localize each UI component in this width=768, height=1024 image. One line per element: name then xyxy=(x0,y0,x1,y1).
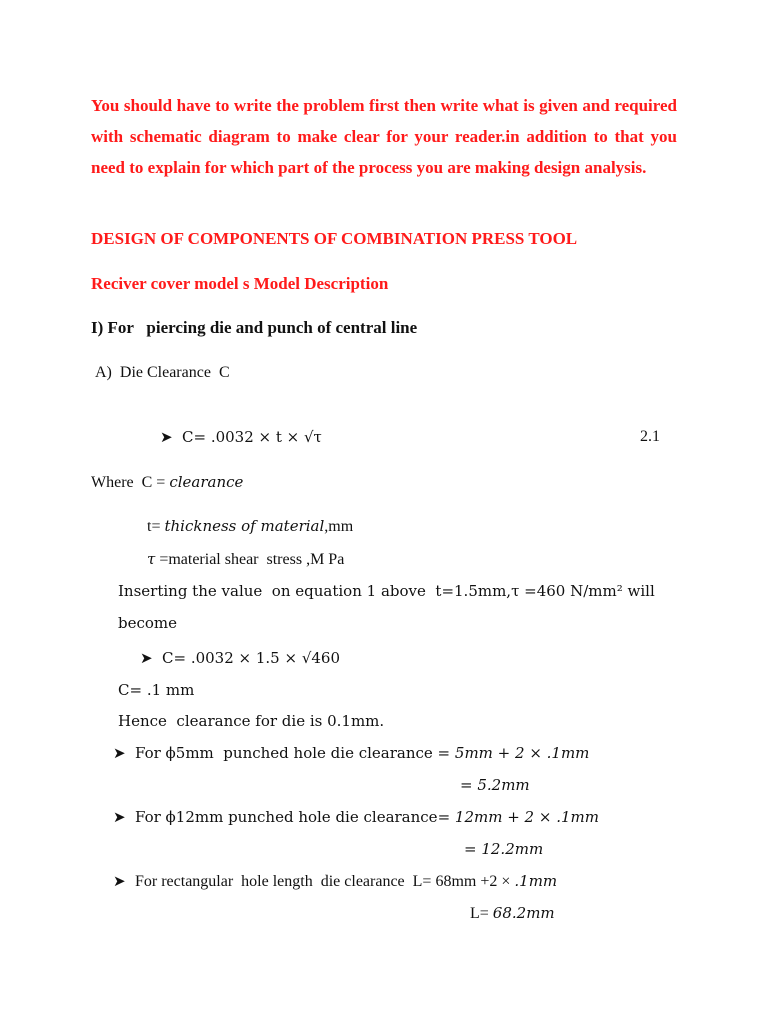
t-unit: ,mm xyxy=(324,518,354,535)
bullet-arrow-icon: ➤ xyxy=(113,744,126,762)
phi5-result: = 5.2mm xyxy=(460,776,530,794)
section-title: I) For piercing die and punch of central line xyxy=(91,318,418,337)
phi5-expression: 5mm + 2 × .1mm xyxy=(454,744,590,762)
bullet-arrow-icon: ➤ xyxy=(113,808,126,826)
formula2: C= .0032 × 1.5 × √460 xyxy=(162,649,341,667)
rect-expression: .1mm xyxy=(514,872,558,890)
inserting-line-1: Inserting the value on equation 1 above t=1.5mm,τ =460 N/mm² will xyxy=(118,582,655,600)
formula: C= .0032 × t × √τ xyxy=(182,428,322,446)
phi12-label: For ϕ12mm punched hole die clearance= xyxy=(135,808,455,826)
tau-definition xyxy=(147,550,344,569)
formula-line xyxy=(160,428,322,447)
heading-model-description: Reciver cover model s Model Description xyxy=(91,274,389,293)
tau-text: =material shear stress ,M Pa xyxy=(155,551,345,568)
t-definition xyxy=(147,517,353,536)
t-value: thickness of material xyxy=(164,517,325,535)
inserting-line-2: become xyxy=(118,614,178,632)
phi12-result: = 12.2mm xyxy=(464,840,544,858)
instruction-note-text: You should have to write the problem first then write what is given and required with schematic diagram to make clear for your reader.in addition to that you need to explain for which part of the process you are making design analysis. xyxy=(91,96,677,177)
rect-result-label: L= xyxy=(470,905,493,922)
bullet-arrow-icon: ➤ xyxy=(113,874,126,890)
phi5-label: For ϕ5mm punched hole die clearance = xyxy=(135,744,455,762)
result-line: C= .1 mm xyxy=(118,681,195,699)
phi12-line xyxy=(113,808,599,826)
rect-result xyxy=(470,904,555,923)
rect-label: For rectangular hole length die clearance L= 68mm +2 × xyxy=(135,873,515,890)
instruction-note xyxy=(91,90,677,183)
rect-result-value: 68.2mm xyxy=(492,904,555,922)
heading-design-components: DESIGN OF COMPONENTS OF COMBINATION PRESS TOOL xyxy=(91,229,578,248)
where-label: Where C = xyxy=(91,474,166,491)
equation-number: 2.1 xyxy=(640,428,660,445)
phi5-line xyxy=(113,744,589,762)
where-line xyxy=(91,473,243,492)
where-value: clearance xyxy=(169,473,244,491)
formula2-line xyxy=(140,649,340,668)
bullet-arrow-icon: ➤ xyxy=(140,651,153,667)
t-label: t= xyxy=(147,518,161,535)
tau-label: τ xyxy=(147,550,156,568)
bullet-arrow-icon: ➤ xyxy=(160,430,173,446)
hence-line: Hence clearance for die is 0.1mm. xyxy=(118,712,385,730)
phi12-expression: 12mm + 2 × .1mm xyxy=(454,808,599,826)
subsection-die-clearance: A) Die Clearance C xyxy=(95,364,230,381)
rect-line xyxy=(113,872,557,891)
